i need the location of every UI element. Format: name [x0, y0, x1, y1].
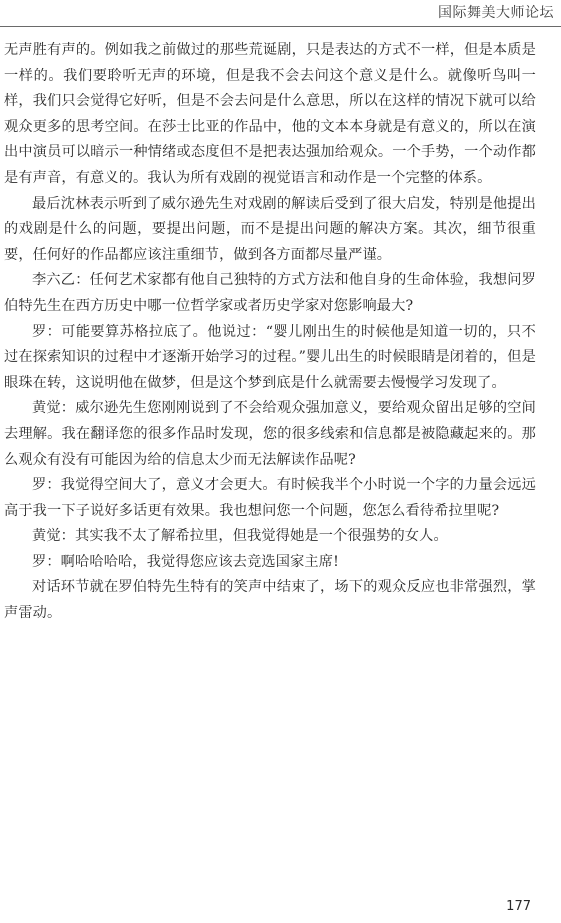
- body-text: [4, 38, 536, 627]
- paragraph-wilson-answer-space: 罗：我觉得空间大了，意义才会更大。有时候我半个小时说一个字的力量会远远高于我一下子说好多话更有效果。我也想问您一个问题，您怎么看待希拉里呢?: [4, 477, 536, 519]
- page-number: 177: [506, 899, 531, 914]
- paragraph-closing: 对话环节就在罗伯特先生特有的笑声中结束了，场下的观众反应也非常强烈，掌声雷动。: [4, 579, 536, 622]
- paragraph-huang-jue-answer: 黄觉：其实我不太了解希拉里，但我觉得她是一个很强势的女人。: [32, 528, 448, 545]
- header-title: 国际舞美大师论坛: [438, 5, 554, 21]
- running-header: [0, 0, 561, 27]
- paragraph-continuation: 无声胜有声的。例如我之前做过的那些荒诞剧，只是表达的方式不一样，但是本质是一样的。我们要聆听无声的环境，但是我不会去问这个意义是什么。就像听鸟叫一样，我们只会觉得它好听，但是不会去问是什么意思，所以在这样的情况下就可以给观众更多的思考空间。在莎士比亚的作品中，他的文本本身就是有意义的，所以在演出中演员可以暗示一种情绪或态度但不是把表达强加给观众。一个手势，一个动作都是有声音，有意义的。我认为所有戏剧的视觉语言和动作是一个完整的体系。: [4, 42, 536, 186]
- paragraph-shen-lin-summary: 最后沈林表示听到了威尔逊先生对戏剧的解读后受到了很大启发，特别是他提出的戏剧是什么的问题，要提出问题，而不是提出问题的解决方案。其次，细节很重要，任何好的作品都应该注重细节，做到各方面都尽量严谨。: [4, 195, 536, 263]
- paragraph-li-liuyi-question: 李六乙：任何艺术家都有他自己独特的方式方法和他自身的生命体验，我想问罗伯特先生在西方历史中哪一位哲学家或者历史学家对您影响最大?: [4, 272, 536, 314]
- paragraph-wilson-answer-socrates: 罗：可能要算苏格拉底了。他说过：“婴儿刚出生的时候他是知道一切的，只不过在探索知识的过程中才逐渐开始学习的过程。”婴儿出生的时候眼睛是闭着的，但是眼珠在转，这说明他在做梦，但是这个梦到底是什么就需要去慢慢学习发现了。: [4, 323, 536, 391]
- paragraph-huang-jue-question: 黄觉：威尔逊先生您刚刚说到了不会给观众强加意义，要给观众留出足够的空间去理解。我在翻译您的很多作品时发现，您的很多线索和信息都是被隐藏起来的。那么观众有没有可能因为给的信息太少而无法解读作品呢?: [4, 400, 536, 468]
- paragraph-wilson-laugh: 罗：啊哈哈哈哈，我觉得您应该去竞选国家主席!: [32, 553, 339, 570]
